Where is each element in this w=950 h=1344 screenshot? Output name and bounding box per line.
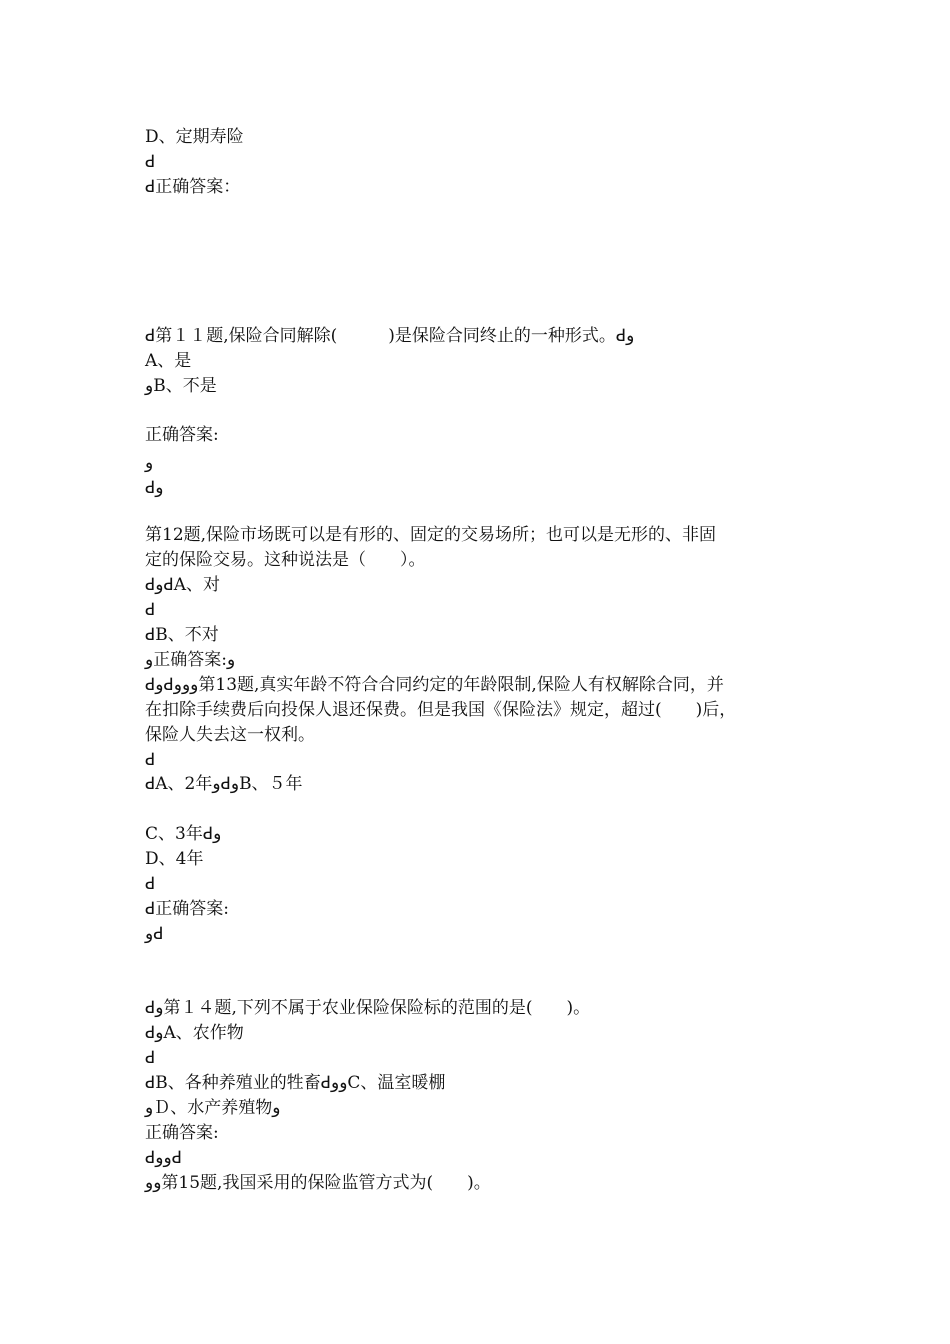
- answer-label: 正确答案:: [145, 1123, 219, 1143]
- question-14: ꓒو第１４题,下列不属于农业保险保险标的范围的是( )。: [145, 998, 591, 1018]
- question-13-cont: 在扣除手续费后向投保人退还保费。但是我国《保险法》规定，超过( )后，: [145, 700, 737, 720]
- option-a: ꓒوA、农作物: [145, 1023, 244, 1043]
- text-line: ꓒ正确答案：: [145, 177, 241, 197]
- option-b: ꓒB、不对: [145, 625, 219, 645]
- question-12-cont: 定的保险交易。这种说法是（ ）。: [145, 550, 426, 570]
- text-line: و: [145, 453, 154, 473]
- text-line: ꓒ: [145, 874, 156, 894]
- question-13-cont: 保险人失去这一权利。: [145, 725, 315, 745]
- answer-label: 正确答案:: [145, 425, 219, 445]
- option-b: وB、不是: [145, 376, 217, 396]
- text-line: ꓒ: [145, 600, 156, 620]
- text-line: D、定期寿险: [145, 127, 244, 147]
- question-13: ꓒوꓒووو第13题,真实年龄不符合合同约定的年龄限制,保险人有权解除合同，并: [145, 675, 724, 695]
- text-line: ꓒ: [145, 750, 156, 770]
- option-c: C、3年ꓒو: [145, 824, 222, 844]
- question-12: 第12题,保险市场既可以是有形的、固定的交易场所；也可以是无形的、非固: [145, 525, 717, 545]
- text-line: ꓒ: [145, 1048, 156, 1068]
- answer-label: و正确答案:و: [145, 650, 236, 670]
- question-11: ꓒ第１１题,保险合同解除( )是保险合同终止的一种形式。ꓒو: [145, 326, 635, 346]
- text-line: ꓒ: [145, 152, 156, 172]
- text-line: وꓒ: [145, 924, 164, 944]
- options-b-c: ꓒB、各种养殖业的牲畜ꓒووC、温室暖棚: [145, 1073, 446, 1093]
- answer-label: ꓒ正确答案:: [145, 899, 229, 919]
- options-a-b: ꓒA、2年وꓒوB、５年: [145, 774, 303, 794]
- question-15: وو第15题,我国采用的保险监管方式为( )。: [145, 1173, 491, 1193]
- text-line: ꓒو: [145, 478, 164, 498]
- option-d: D、4年: [145, 849, 204, 869]
- option-a: ꓒوꓒA、对: [145, 575, 221, 595]
- option-a: A、是: [145, 351, 192, 371]
- text-line: ꓒووꓒ: [145, 1148, 182, 1168]
- option-d: وＤ、水产养殖物و: [145, 1098, 281, 1118]
